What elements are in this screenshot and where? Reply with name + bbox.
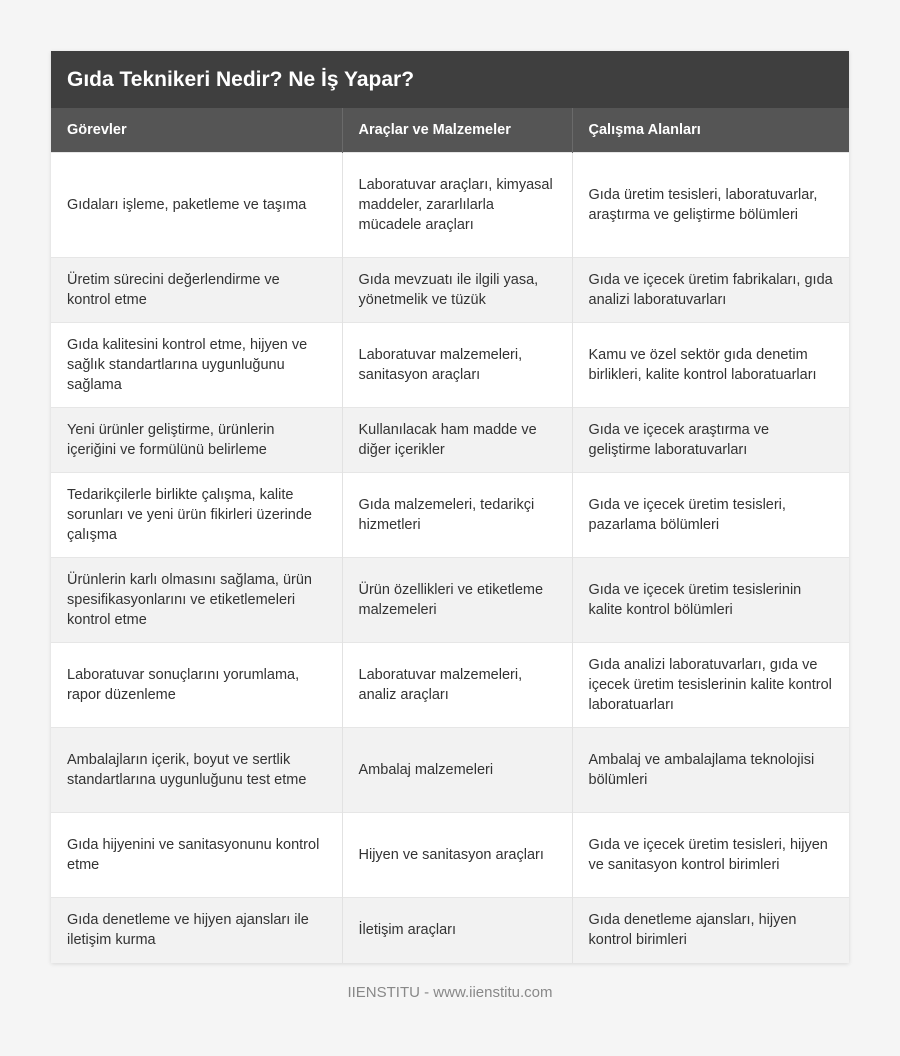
cell-calisma-alani: Gıda ve içecek araştırma ve geliştirme laboratuvarları bbox=[572, 408, 849, 473]
page-title: Gıda Teknikeri Nedir? Ne İş Yapar? bbox=[51, 51, 849, 108]
table-row bbox=[51, 258, 849, 323]
table-row bbox=[51, 473, 849, 558]
cell-arac-malzeme: Laboratuvar malzemeleri, analiz araçları bbox=[342, 643, 572, 728]
cell-calisma-alani: Gıda analizi laboratuvarları, gıda ve içecek üretim tesislerinin kalite kontrol laboratuarları bbox=[572, 643, 849, 728]
cell-calisma-alani: Gıda ve içecek üretim tesisleri, hijyen ve sanitasyon kontrol birimleri bbox=[572, 813, 849, 898]
cell-arac-malzeme: Gıda mevzuatı ile ilgili yasa, yönetmelik ve tüzük bbox=[342, 258, 572, 323]
cell-gorev: Gıdaları işleme, paketleme ve taşıma bbox=[51, 153, 342, 258]
cell-gorev: Laboratuvar sonuçlarını yorumlama, rapor düzenleme bbox=[51, 643, 342, 728]
cell-gorev: Ürünlerin karlı olmasını sağlama, ürün spesifikasyonlarını ve etiketlemeleri kontrol etme bbox=[51, 558, 342, 643]
table-body bbox=[51, 153, 849, 963]
cell-gorev: Ambalajların içerik, boyut ve sertlik standartlarına uygunluğunu test etme bbox=[51, 728, 342, 813]
table-row bbox=[51, 898, 849, 963]
column-header-araclar: Araçlar ve Malzemeler bbox=[342, 108, 572, 153]
table-card bbox=[51, 51, 849, 963]
cell-arac-malzeme: Ürün özellikleri ve etiketleme malzemeleri bbox=[342, 558, 572, 643]
table-row bbox=[51, 153, 849, 258]
cell-calisma-alani: Gıda ve içecek üretim tesisleri, pazarlama bölümleri bbox=[572, 473, 849, 558]
cell-arac-malzeme: Ambalaj malzemeleri bbox=[342, 728, 572, 813]
cell-calisma-alani: Ambalaj ve ambalajlama teknolojisi bölümleri bbox=[572, 728, 849, 813]
table-row bbox=[51, 813, 849, 898]
data-table bbox=[51, 108, 849, 963]
cell-arac-malzeme: İletişim araçları bbox=[342, 898, 572, 963]
cell-calisma-alani: Gıda ve içecek üretim tesislerinin kalite kontrol bölümleri bbox=[572, 558, 849, 643]
cell-arac-malzeme: Gıda malzemeleri, tedarikçi hizmetleri bbox=[342, 473, 572, 558]
cell-arac-malzeme: Kullanılacak ham madde ve diğer içerikler bbox=[342, 408, 572, 473]
cell-arac-malzeme: Hijyen ve sanitasyon araçları bbox=[342, 813, 572, 898]
cell-gorev: Üretim sürecini değerlendirme ve kontrol etme bbox=[51, 258, 342, 323]
column-header-calisma-alanlari: Çalışma Alanları bbox=[572, 108, 849, 153]
table-header bbox=[51, 108, 849, 153]
table-row bbox=[51, 728, 849, 813]
cell-arac-malzeme: Laboratuvar malzemeleri, sanitasyon araçları bbox=[342, 323, 572, 408]
table-row bbox=[51, 323, 849, 408]
column-header-gorevler: Görevler bbox=[51, 108, 342, 153]
cell-gorev: Yeni ürünler geliştirme, ürünlerin içeriğini ve formülünü belirleme bbox=[51, 408, 342, 473]
table-row bbox=[51, 643, 849, 728]
cell-arac-malzeme: Laboratuvar araçları, kimyasal maddeler, zararlılarla mücadele araçları bbox=[342, 153, 572, 258]
cell-calisma-alani: Gıda denetleme ajansları, hijyen kontrol birimleri bbox=[572, 898, 849, 963]
header-row bbox=[51, 108, 849, 153]
cell-gorev: Gıda kalitesini kontrol etme, hijyen ve sağlık standartlarına uygunluğunu sağlama bbox=[51, 323, 342, 408]
cell-gorev: Tedarikçilerle birlikte çalışma, kalite sorunları ve yeni ürün fikirleri üzerinde çalışma bbox=[51, 473, 342, 558]
cell-gorev: Gıda denetleme ve hijyen ajansları ile iletişim kurma bbox=[51, 898, 342, 963]
cell-calisma-alani: Gıda üretim tesisleri, laboratuvarlar, araştırma ve geliştirme bölümleri bbox=[572, 153, 849, 258]
footer-credit: IIENSTITU - www.iienstitu.com bbox=[347, 984, 553, 1001]
table-row bbox=[51, 408, 849, 473]
table-row bbox=[51, 558, 849, 643]
cell-gorev: Gıda hijyenini ve sanitasyonunu kontrol etme bbox=[51, 813, 342, 898]
cell-calisma-alani: Gıda ve içecek üretim fabrikaları, gıda analizi laboratuvarları bbox=[572, 258, 849, 323]
cell-calisma-alani: Kamu ve özel sektör gıda denetim birlikleri, kalite kontrol laboratuarları bbox=[572, 323, 849, 408]
